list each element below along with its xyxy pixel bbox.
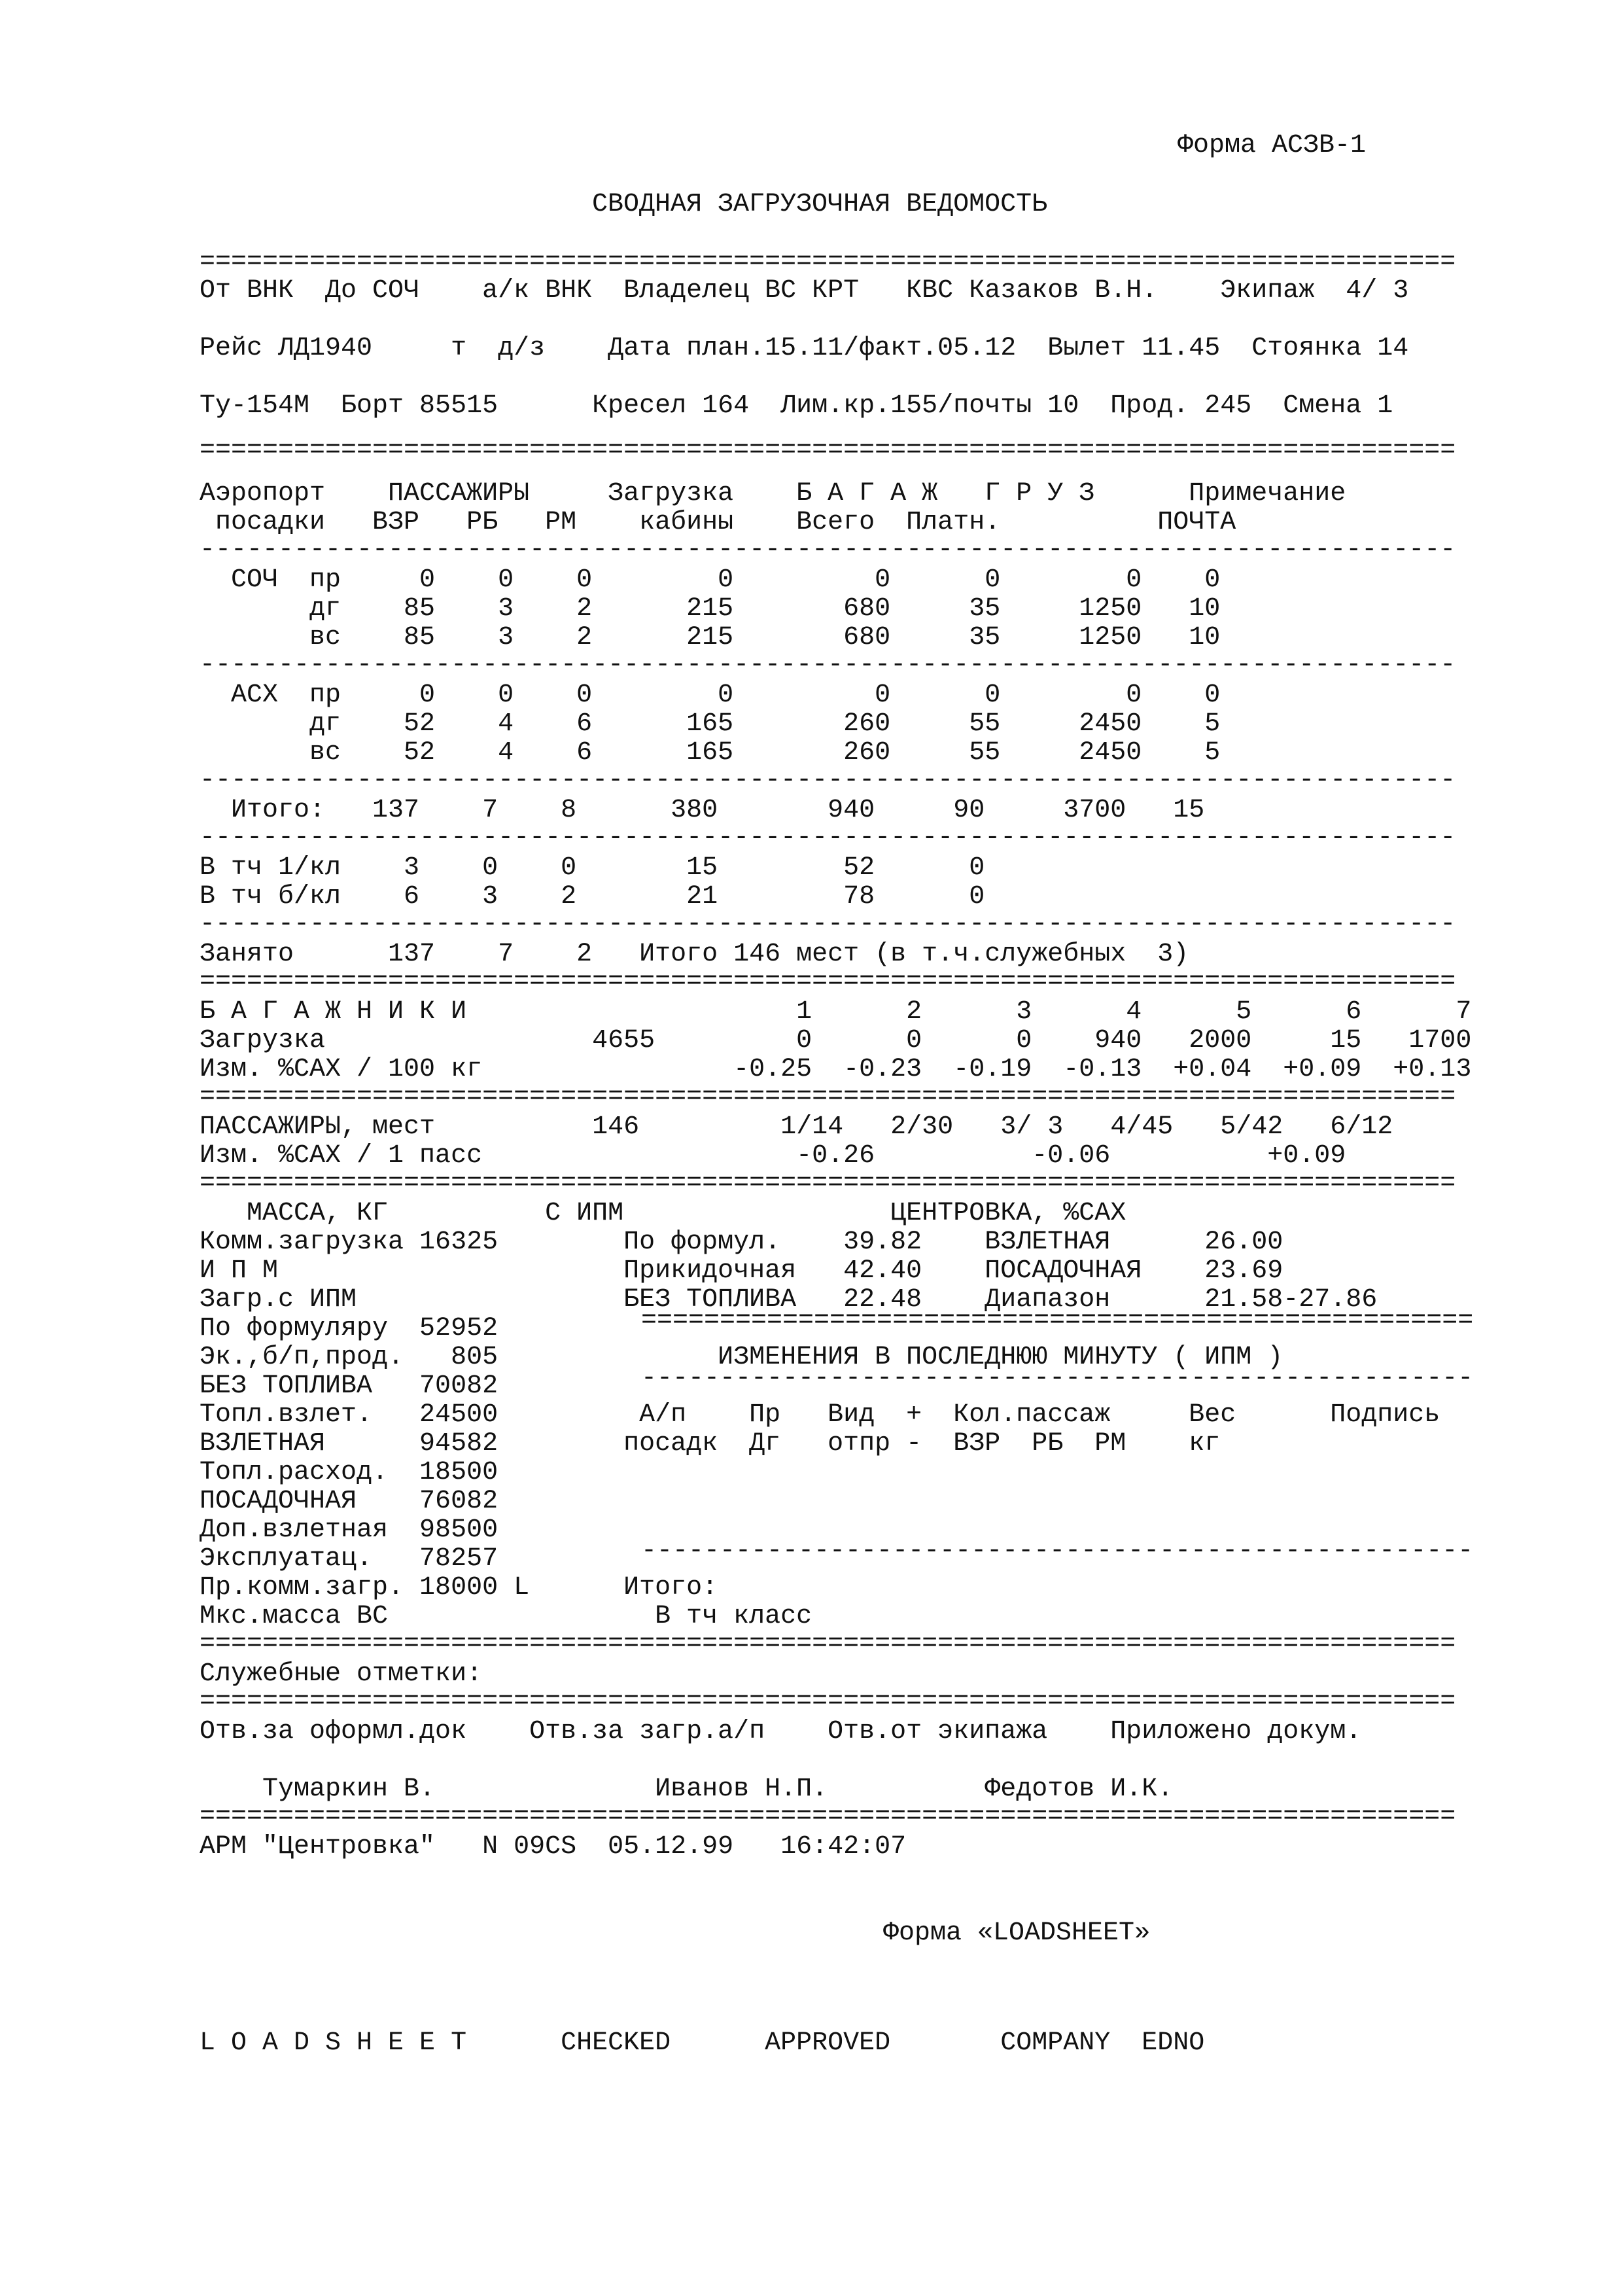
rule: ----------------------------------------------------- <box>641 1364 1474 1393</box>
holds-load: Загрузка 4655 0 0 0 940 2000 15 1700 <box>200 1026 1472 1055</box>
pax-zones-1: ПАССАЖИРЫ, мест 146 1/14 2/30 3/ 3 4/45 5/42 6/12 <box>200 1112 1393 1142</box>
signature-roles: Отв.за оформл.док Отв.за загр.а/п Отв.от экипажа Приложено докум. <box>200 1717 1362 1746</box>
mass-line: Эк.,б/п,прод. 805 ИЗМЕНЕНИЯ В ПОСЛЕДНЮЮ МИНУТУ ( ИПМ ) <box>200 1343 1283 1372</box>
mass-line: Пр.комм.загр. 18000 L Итого: <box>200 1573 718 1602</box>
rule: ================================================================================ <box>200 1802 1456 1831</box>
form-caption: Форма «LOADSHEET» <box>883 1918 1151 1948</box>
table-row: В тч 1/кл 3 0 0 15 52 0 <box>200 853 985 883</box>
rule: ================================================================================ <box>200 967 1456 997</box>
mass-line: БЕЗ ТОПЛИВА 70082 <box>200 1371 498 1401</box>
header-line-1: От ВНК До СОЧ а/к ВНК Владелец ВС КРТ КВС Казаков В.Н. Экипаж 4/ 3 <box>200 276 1409 306</box>
signature-names: Тумаркин В. Иванов Н.П. Федотов И.К. <box>200 1775 1174 1804</box>
header-line-2: Рейс ЛД1940 т д/з Дата план.15.11/факт.05.12 Вылет 11.45 Стоянка 14 <box>200 334 1409 363</box>
rule: ================================================================================ <box>200 247 1456 277</box>
pax-zones-2: Изм. %САХ / 1 пасс -0.26 -0.06 +0.09 <box>200 1141 1346 1171</box>
table-row: В тч б/кл 6 3 2 21 78 0 <box>200 882 985 911</box>
rule: -------------------------------------------------------------------------------- <box>200 650 1456 680</box>
column-headers-1: Аэропорт ПАССАЖИРЫ Загрузка Б А Г А Ж Г Р У З Примечание <box>200 479 1346 508</box>
mass-line: Топл.расход. 18500 <box>200 1458 498 1487</box>
mass-line: И П М Прикидочная 42.40 ПОСАДОЧНАЯ 23.69 <box>200 1256 1283 1286</box>
table-row: вс 52 4 6 165 260 55 2450 5 <box>200 738 1221 768</box>
rule: ================================================================================ <box>200 1169 1456 1198</box>
rule: ===================================================== <box>641 1306 1474 1335</box>
mass-line: МАССА, КГ С ИПМ ЦЕНТРОВКА, %САХ <box>200 1199 1126 1228</box>
table-row: СОЧ пр 0 0 0 0 0 0 0 0 <box>200 565 1221 595</box>
total-row: Итого: 137 7 8 380 940 90 3700 15 <box>200 796 1205 825</box>
rule: ----------------------------------------------------- <box>641 1536 1474 1566</box>
table-row: дг 85 3 2 215 680 35 1250 10 <box>200 594 1221 624</box>
rule: ================================================================================ <box>200 1082 1456 1112</box>
holds-title: Б А Г А Ж Н И К И 1 2 3 4 5 6 7 <box>200 997 1472 1027</box>
mass-line: Комм.загрузка 16325 По формул. 39.82 ВЗЛЕТНАЯ 26.00 <box>200 1227 1283 1257</box>
mass-line: Топл.взлет. 24500 А/п Пр Вид + Кол.пассаж Вес Подпись <box>200 1400 1440 1430</box>
holds-change: Изм. %САХ / 100 кг -0.25 -0.23 -0.19 -0.13 +0.04 +0.09 +0.13 <box>200 1055 1472 1084</box>
form-code: Форма АСЗВ-1 <box>1178 131 1367 160</box>
table-row: дг 52 4 6 165 260 55 2450 5 <box>200 709 1221 739</box>
mass-line: ВЗЛЕТНАЯ 94582 посадк Дг отпр - ВЗР РБ РМ кг <box>200 1429 1221 1458</box>
document-title: СВОДНАЯ ЗАГРУЗОЧНАЯ ВЕДОМОСТЬ <box>592 190 1048 219</box>
table-row: вс 85 3 2 215 680 35 1250 10 <box>200 623 1221 652</box>
mass-line: Эксплуатац. 78257 <box>200 1544 498 1574</box>
table-row: АСХ пр 0 0 0 0 0 0 0 0 <box>200 680 1221 710</box>
service-notes: Служебные отметки: <box>200 1659 483 1689</box>
mass-line: ПОСАДОЧНАЯ 76082 <box>200 1487 498 1516</box>
footer: АРМ "Центровка" N 09CS 05.12.99 16:42:07 <box>200 1832 907 1862</box>
mass-line: Загр.с ИПМ БЕЗ ТОПЛИВА 22.48 Диапазон 21.58-27.86 <box>200 1285 1378 1315</box>
mass-line: Доп.взлетная 98500 <box>200 1515 498 1545</box>
header-line-3: Ту-154М Борт 85515 Кресел 164 Лим.кр.155/почты 10 Прод. 245 Смена 1 <box>200 391 1393 421</box>
rule: ================================================================================ <box>200 1629 1456 1659</box>
mass-line: Мкс.масса ВС В тч класс <box>200 1602 812 1631</box>
mass-line: По формуляру 52952 <box>200 1314 498 1343</box>
loadsheet-line: L O A D S H E E T CHECKED APPROVED COMPANY EDNO <box>200 2028 1205 2058</box>
rule: -------------------------------------------------------------------------------- <box>200 766 1456 795</box>
rule: -------------------------------------------------------------------------------- <box>200 535 1456 565</box>
rule: ================================================================================ <box>200 436 1456 465</box>
rule: -------------------------------------------------------------------------------- <box>200 823 1456 853</box>
column-headers-2: посадки ВЗР РБ РМ кабины Всего Платн. ПОЧТА <box>200 508 1236 537</box>
rule: -------------------------------------------------------------------------------- <box>200 910 1456 939</box>
occupied-row: Занято 137 7 2 Итого 146 мест (в т.ч.служебных 3) <box>200 940 1189 969</box>
rule: ================================================================================ <box>200 1687 1456 1716</box>
